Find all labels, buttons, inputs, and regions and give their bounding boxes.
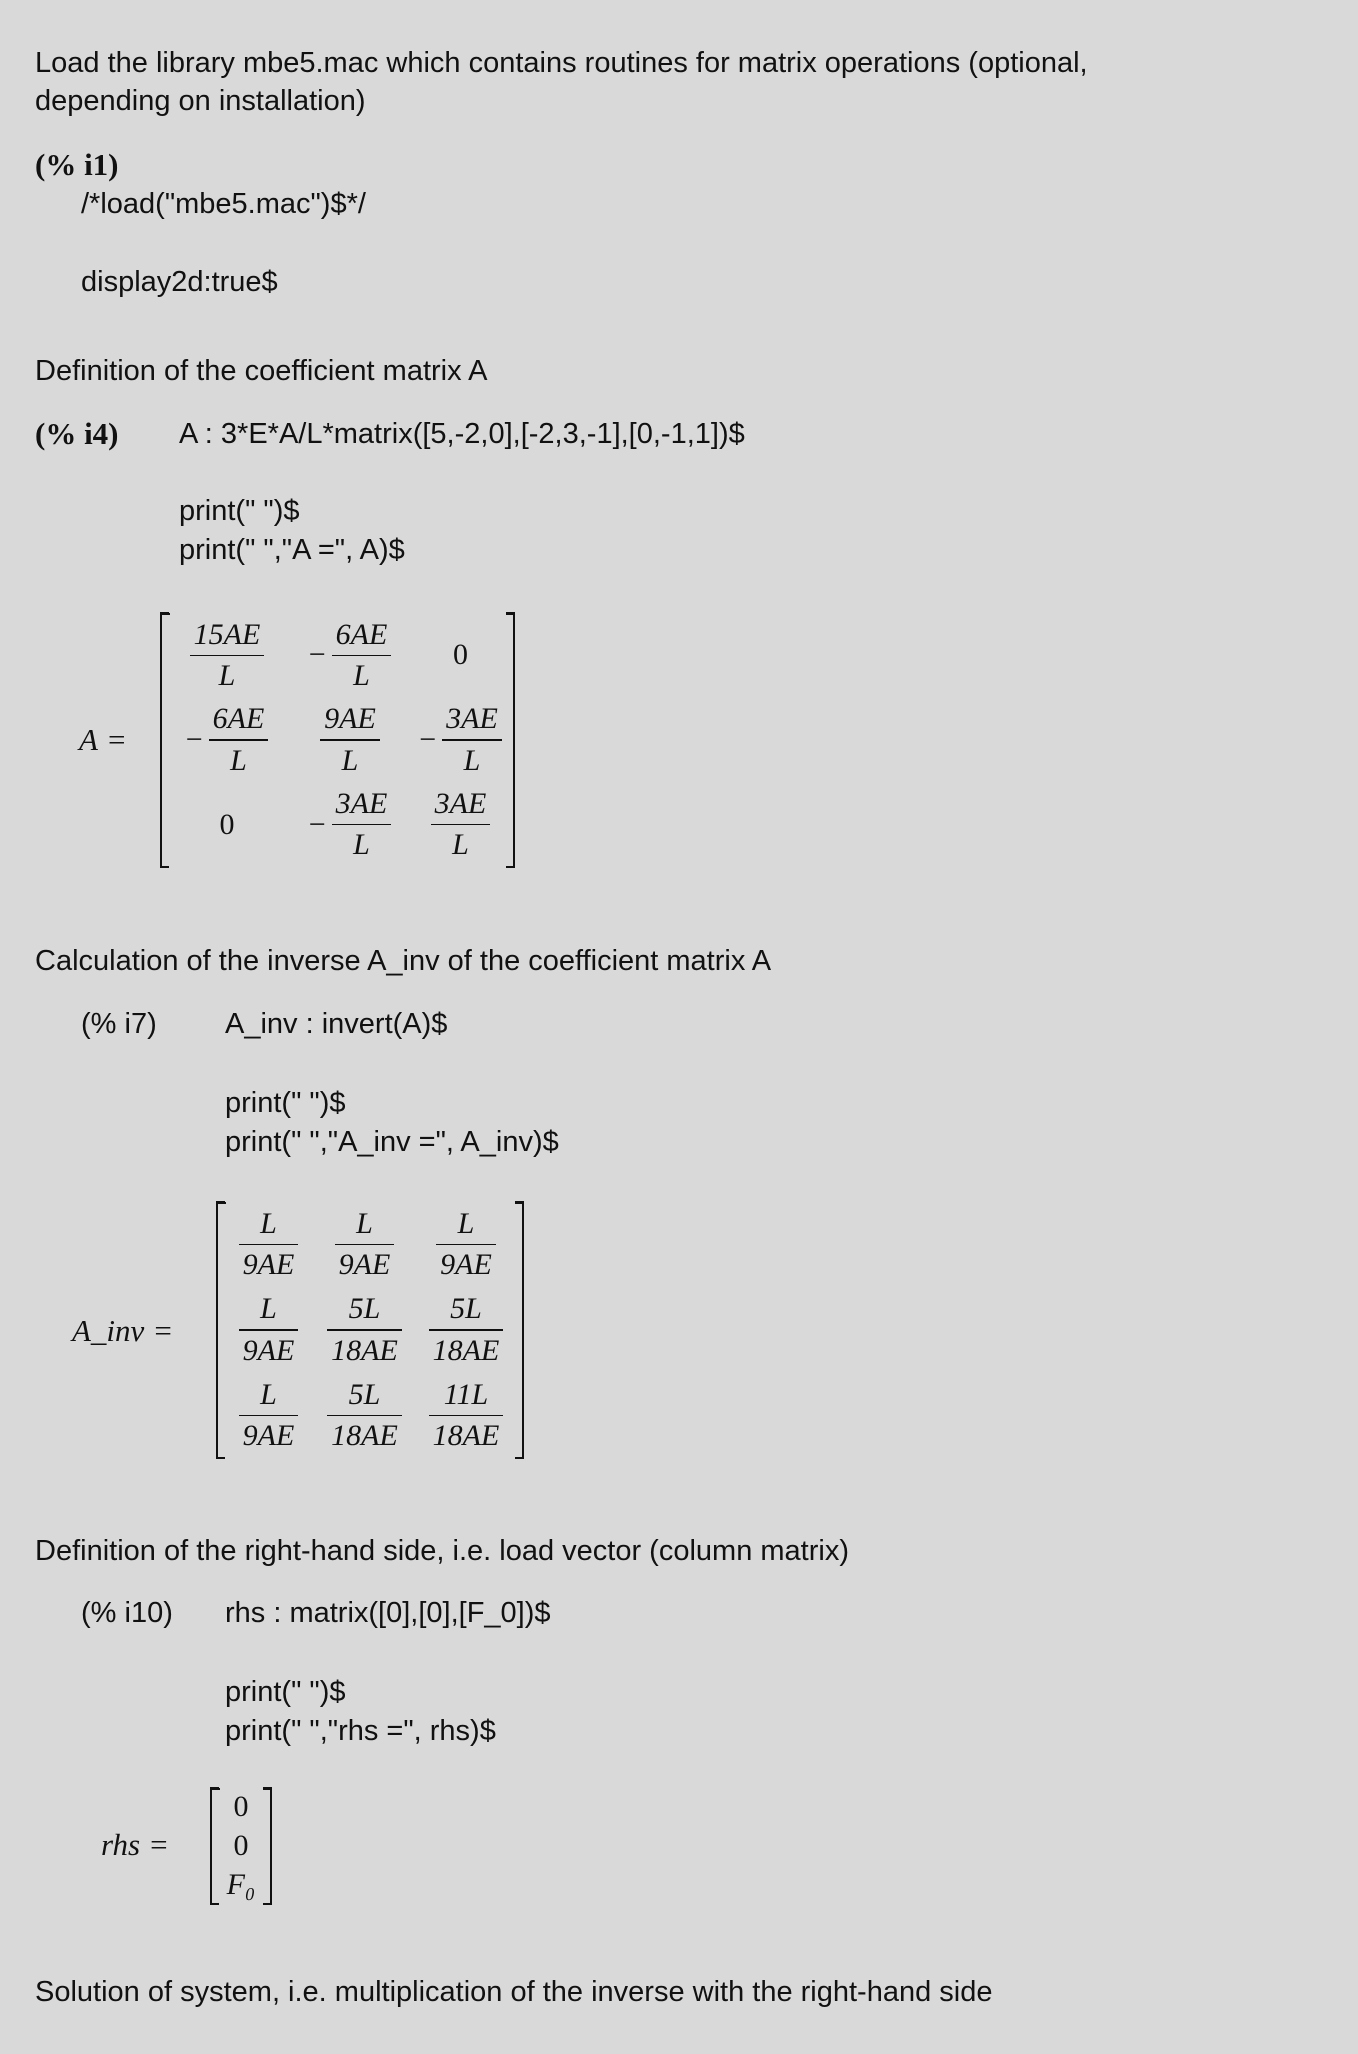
matrix-cell <box>414 1202 518 1287</box>
numerator: 11L <box>443 1377 489 1411</box>
code-line[interactable]: rhs : matrix([0],[0],[F_0])$ <box>225 1597 551 1629</box>
matrix-cell <box>414 1287 518 1372</box>
fraction <box>429 1289 504 1371</box>
matrix-label <box>101 1826 168 1864</box>
fraction <box>327 1375 402 1457</box>
fraction <box>239 1204 299 1286</box>
matrix-name: A_inv <box>72 1313 145 1348</box>
bracket-serif <box>515 1201 524 1204</box>
fraction <box>320 699 380 781</box>
numerator: 5L <box>348 1377 381 1411</box>
matrix-cell <box>222 1202 315 1287</box>
code-line[interactable]: /*load("mbe5.mac")$*/ <box>81 188 366 220</box>
matrix-cell <box>412 613 509 698</box>
denominator: L <box>353 828 370 862</box>
denominator: 18AE <box>331 1419 398 1453</box>
fraction <box>436 1204 496 1286</box>
cell-value: 0 <box>219 807 235 841</box>
fraction <box>327 1289 402 1371</box>
description-text: Solution of system, i.e. multiplication of the inverse with the right-hand side <box>35 1976 993 2008</box>
description-text: depending on installation) <box>35 85 366 117</box>
numerator: 6AE <box>335 617 388 651</box>
denominator: L <box>353 659 370 693</box>
denominator: 9AE <box>338 1248 391 1282</box>
matrix-label <box>72 1312 172 1350</box>
numerator: 15AE <box>193 617 261 651</box>
denominator: 18AE <box>432 1419 500 1453</box>
code-line[interactable]: print(" ")$ <box>225 1087 346 1119</box>
numerator: L <box>457 1206 475 1240</box>
denominator: L <box>230 743 247 777</box>
matrix-cell <box>315 1202 414 1287</box>
matrix-label <box>79 721 125 759</box>
numerator: 3AE <box>434 786 487 820</box>
code-line[interactable]: print(" ")$ <box>225 1676 346 1708</box>
matrix-A <box>160 613 515 867</box>
fraction <box>442 699 502 781</box>
minus-sign: − <box>419 722 437 756</box>
input-prompt: (% i10) <box>81 1597 173 1629</box>
denominator: 9AE <box>242 1248 295 1282</box>
matrix-cell <box>288 613 412 698</box>
fraction <box>332 615 392 697</box>
fraction <box>332 784 392 866</box>
cell-value: 0 <box>453 638 468 672</box>
numerator: 9AE <box>324 702 376 736</box>
code-line[interactable]: A : 3*E*A/L*matrix([5,-2,0],[-2,3,-1],[0,-1,1])$ <box>179 418 745 450</box>
denominator: L <box>341 743 359 777</box>
bracket-serif <box>210 1787 219 1790</box>
fraction <box>335 1204 395 1286</box>
description-text: Calculation of the inverse A_inv of the coefficient matrix A <box>35 945 772 977</box>
cell-value: 0 <box>233 1790 249 1824</box>
code-line[interactable]: A_inv : invert(A)$ <box>225 1008 448 1040</box>
matrix-cell <box>414 1373 518 1458</box>
matrix-cell <box>412 782 509 867</box>
minus-sign: − <box>308 807 326 841</box>
equals-sign: = <box>107 722 126 757</box>
bracket-serif <box>216 1201 225 1204</box>
matrix-cell <box>216 1827 266 1866</box>
denominator: L <box>463 743 481 777</box>
matrix-cell <box>288 698 412 783</box>
numerator: 3AE <box>335 786 388 820</box>
matrix-name: rhs <box>101 1827 141 1862</box>
numerator: 5L <box>450 1292 482 1326</box>
fraction <box>239 1289 299 1371</box>
minus-sign: − <box>185 722 203 756</box>
denominator: 9AE <box>242 1419 295 1453</box>
equals-sign: = <box>150 1827 168 1862</box>
denominator: 18AE <box>331 1333 398 1367</box>
code-line[interactable]: print(" ")$ <box>179 495 300 527</box>
description-text: Definition of the right-hand side, i.e. load vector (column matrix) <box>35 1535 849 1567</box>
bracket-serif <box>263 1787 272 1790</box>
code-line[interactable]: print(" ","A_inv =", A_inv)$ <box>225 1126 559 1158</box>
matrix-cell <box>216 1865 266 1904</box>
bracket-serif <box>506 866 515 869</box>
minus-sign: − <box>308 638 326 672</box>
denominator: L <box>218 659 236 693</box>
bracket-serif <box>506 612 515 615</box>
matrix-cell <box>288 782 412 867</box>
numerator: L <box>356 1206 373 1240</box>
numerator: L <box>260 1206 277 1240</box>
denominator: 9AE <box>242 1333 295 1367</box>
bracket-serif <box>160 612 169 615</box>
matrix-cell <box>222 1373 315 1458</box>
matrix-cell <box>216 1788 266 1827</box>
matrix-cell <box>315 1373 414 1458</box>
bracket-serif <box>515 1457 524 1460</box>
input-prompt: (% i7) <box>81 1008 157 1040</box>
denominator: L <box>452 828 469 862</box>
equals-sign: = <box>154 1313 172 1348</box>
description-text: Load the library mbe5.mac which contains routines for matrix operations (optional, <box>35 47 1088 79</box>
matrix-cell <box>166 698 288 783</box>
fraction <box>431 784 491 866</box>
numerator: 6AE <box>212 702 265 736</box>
matrix-cell <box>315 1287 414 1372</box>
input-prompt: (% i1) <box>35 147 119 182</box>
matrix-rhs <box>210 1788 272 1904</box>
numerator: 5L <box>348 1292 381 1326</box>
bracket-serif <box>263 1903 272 1906</box>
bracket-serif <box>216 1457 225 1460</box>
fraction <box>429 1375 504 1457</box>
matrix-A-inv <box>216 1202 524 1458</box>
code-line[interactable]: display2d:true$ <box>81 266 278 298</box>
bracket-serif <box>210 1903 219 1906</box>
matrix-name: A <box>79 722 98 757</box>
fraction <box>190 615 265 697</box>
matrix-cell <box>222 1287 315 1372</box>
matrix-cell <box>166 782 288 867</box>
denominator: 18AE <box>432 1333 500 1367</box>
fraction <box>209 699 269 781</box>
denominator: 9AE <box>440 1248 492 1282</box>
fraction <box>239 1375 299 1457</box>
numerator: 3AE <box>446 702 498 736</box>
code-line[interactable]: print(" ","rhs =", rhs)$ <box>225 1715 496 1747</box>
bracket-serif <box>160 866 169 869</box>
numerator: L <box>260 1292 277 1326</box>
matrix-cell <box>412 698 509 783</box>
numerator: L <box>260 1377 277 1411</box>
matrix-cell <box>166 613 288 698</box>
description-text: Definition of the coefficient matrix A <box>35 355 488 387</box>
cell-value: F₀ <box>226 1867 256 1901</box>
cell-value: 0 <box>233 1828 249 1862</box>
input-prompt: (% i4) <box>35 416 119 451</box>
code-line[interactable]: print(" ","A =", A)$ <box>179 534 405 566</box>
